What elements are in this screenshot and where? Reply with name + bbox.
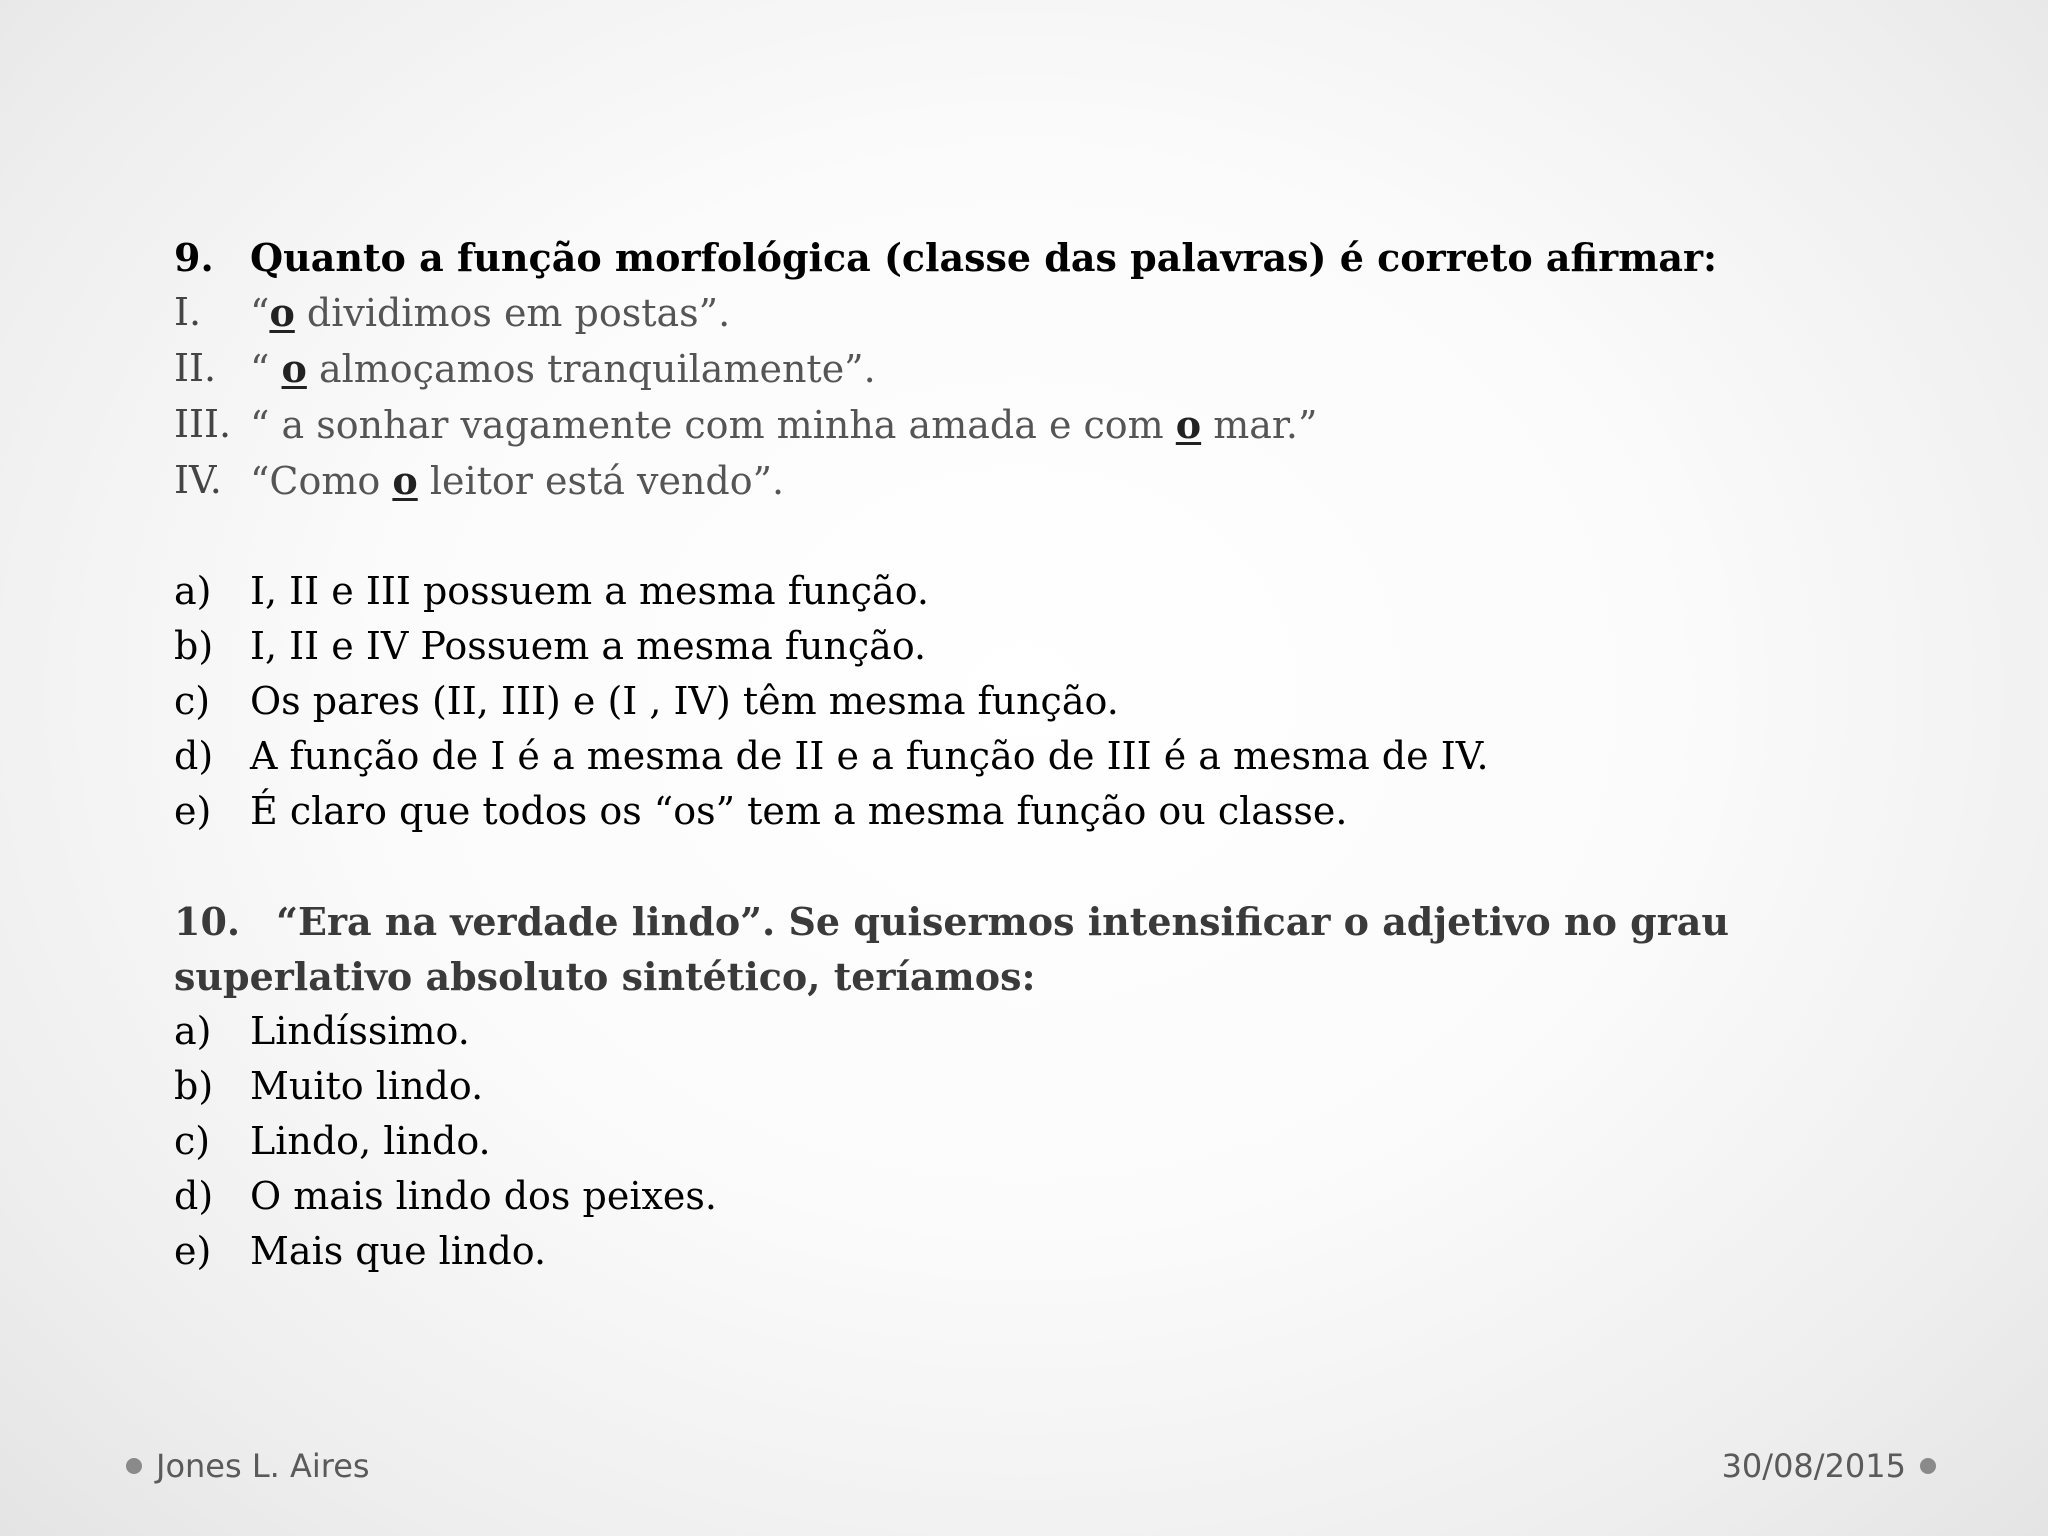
option-marker: d) [174,734,214,778]
underlined-word: o [281,346,307,391]
option-marker: b) [174,624,214,668]
option-text: I, II e III possuem a mesma função. [250,569,929,613]
option-marker: d) [174,1174,214,1218]
q9-option-d [174,729,1914,784]
underlined-word: o [392,458,418,503]
q10-option-a [174,1004,1914,1059]
statement-iv [174,453,1914,509]
author-name: Jones L. Aires [156,1447,370,1485]
q9-option-e [174,784,1914,839]
option-marker: c) [174,1119,211,1163]
option-text: A função de I é a mesma de II e a função de III é a mesma de IV. [250,734,1489,778]
option-text: Lindíssimo. [250,1009,470,1053]
option-marker: a) [174,1009,212,1053]
statement-marker: II. [174,346,217,390]
option-text: Lindo, lindo. [250,1119,491,1163]
date-text: 30/08/2015 [1721,1447,1906,1485]
footer-author [126,1444,370,1488]
option-marker: c) [174,679,211,723]
option-text: Mais que lindo. [250,1229,547,1273]
question-9-title [174,230,1914,285]
q9-option-a [174,564,1914,619]
statement-marker: IV. [174,458,222,502]
option-marker: e) [174,789,212,833]
q10-option-b [174,1059,1914,1114]
bullet-icon [1920,1458,1936,1474]
footer-date [1722,1444,1936,1488]
option-text: É claro que todos os “os” tem a mesma função ou classe. [250,789,1348,833]
statement-iii [174,397,1914,453]
underlined-word: o [1175,402,1202,447]
statement-text: “o dividimos em postas”. [250,290,731,335]
option-text: O mais lindo dos peixes. [250,1174,717,1218]
q10-option-d [174,1169,1914,1224]
slide-content [174,230,1914,1279]
option-text: Muito lindo. [250,1064,484,1108]
statement-text: “ a sonhar vagamente com minha amada e com o mar.” [250,402,1318,447]
question-9-number: 9. [174,235,214,280]
question-10-title [174,894,1914,1004]
option-text: I, II e IV Possuem a mesma função. [250,624,927,668]
q10-option-e [174,1224,1914,1279]
statement-marker: I. [174,290,202,334]
statement-ii [174,341,1914,397]
option-marker: a) [174,569,212,613]
statement-text: “Como o leitor está vendo”. [250,458,785,503]
q9-option-c [174,674,1914,729]
statement-marker: III. [174,402,232,446]
option-text: Os pares (II, III) e (I , IV) têm mesma função. [250,679,1119,723]
option-marker: b) [174,1064,214,1108]
underlined-word: o [269,290,295,335]
q10-option-c [174,1114,1914,1169]
statement-text: “ o almoçamos tranquilamente”. [250,346,876,391]
bullet-icon [126,1458,142,1474]
option-marker: e) [174,1229,212,1273]
q9-option-b [174,619,1914,674]
question-10-number: 10. [174,899,241,944]
statement-i [174,285,1914,341]
question-9-text: Quanto a função morfológica (classe das palavras) é correto afirmar: [250,235,1718,280]
question-10-text: “Era na verdade lindo”. Se quisermos intensificar o adjetivo no grau superlativo absoluto sintético, teríamos: [174,899,1729,999]
